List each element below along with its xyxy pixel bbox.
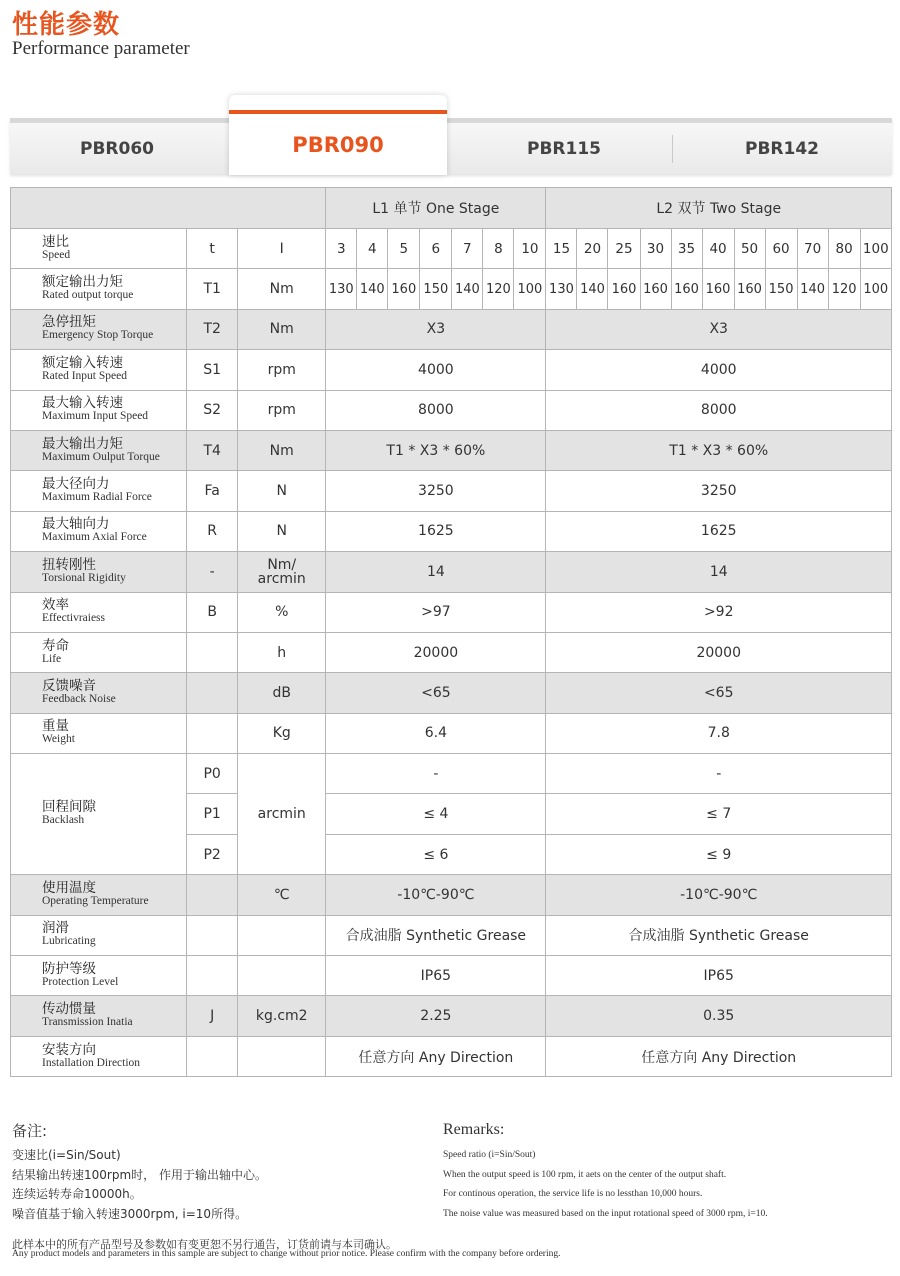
table-cell: 3250 (546, 471, 892, 511)
table-cell: IP65 (326, 956, 546, 996)
table-cell: B (187, 592, 238, 632)
table-row-install (11, 1036, 892, 1076)
table-cell (11, 229, 187, 269)
table-cell: S1 (187, 350, 238, 390)
table-cell: ℃ (238, 875, 326, 915)
table-cell: 任意方向 Any Direction (326, 1036, 546, 1076)
table-row-life (11, 632, 892, 672)
table-cell (11, 390, 187, 430)
table-cell: rpm (238, 350, 326, 390)
text-line: 反馈噪音 (42, 677, 96, 694)
table-cell: T1 * X3 * 60% (546, 430, 892, 470)
table-cell: 60 (765, 229, 797, 269)
model-tabbar (10, 118, 892, 174)
text-line: Maximum Input Speed (42, 410, 149, 423)
table-cell: 120 (828, 269, 860, 309)
table-row-protection (11, 956, 892, 996)
table-cell: arcmin (238, 754, 326, 875)
table-cell: Nm (238, 269, 326, 309)
table-row-efficiency (11, 592, 892, 632)
table-row-max-in (11, 390, 892, 430)
table-cell: dB (238, 673, 326, 713)
table-cell (11, 309, 187, 349)
tab-pbr115[interactable]: PBR115 (527, 138, 601, 159)
table-cell: 7.8 (546, 713, 892, 753)
stage-l1-header: L1 单节 One Stage (326, 188, 546, 229)
text-line: 传动惯量 (42, 1001, 96, 1018)
table-cell: P2 (187, 834, 238, 874)
table-cell: 140 (797, 269, 828, 309)
table-cell (187, 713, 238, 753)
text-line: Torsional Rigidity (42, 571, 126, 584)
table-cell: 20000 (546, 632, 892, 672)
table-row-radial (11, 471, 892, 511)
table-cell: 130 (326, 269, 357, 309)
text-line: 连续运转寿命10000h。 (12, 1187, 142, 1201)
text-line: 扭转刚性 (42, 556, 96, 573)
table-cell: ≤ 4 (326, 794, 546, 834)
table-cell: 8000 (326, 390, 546, 430)
table-cell (11, 875, 187, 915)
table-cell: -10℃-90℃ (326, 875, 546, 915)
table-cell: rpm (238, 390, 326, 430)
table-cell: 35 (671, 229, 702, 269)
table-row-backlash-p0 (11, 754, 892, 794)
table-cell: 0.35 (546, 996, 892, 1036)
table-cell: 20 (577, 229, 608, 269)
text-line: Maximum Radial Force (42, 491, 152, 504)
table-cell (187, 915, 238, 955)
table-cell (11, 188, 326, 229)
table-cell (11, 511, 187, 551)
text-line: 寿命 (42, 637, 69, 654)
table-cell: Nm (238, 430, 326, 470)
table-cell: 15 (546, 229, 577, 269)
table-row-max-torque (11, 430, 892, 470)
remarks-en-title: Remarks: (443, 1121, 505, 1138)
table-cell: N (238, 511, 326, 551)
stage-header-row (11, 188, 892, 229)
table-cell: 100 (860, 229, 891, 269)
text-line: 变速比(i=Sin/Sout) (12, 1148, 121, 1162)
table-cell: ≤ 9 (546, 834, 892, 874)
text-line: Backlash (42, 814, 85, 827)
table-cell: 70 (797, 229, 828, 269)
table-cell: 任意方向 Any Direction (546, 1036, 892, 1076)
table-cell: T4 (187, 430, 238, 470)
table-cell (11, 1036, 187, 1076)
page-subtitle: Performance parameter (12, 38, 190, 59)
table-cell: 150 (765, 269, 797, 309)
table-cell: % (238, 592, 326, 632)
table-cell (11, 996, 187, 1036)
tab-pbr090-active[interactable]: PBR090 (229, 95, 447, 175)
table-cell: 3 (326, 229, 357, 269)
text-line: Protection Level (42, 975, 119, 988)
text-line: Installation Direction (42, 1056, 141, 1069)
table-cell (187, 956, 238, 996)
text-line: The noise value was measured based on the input rotational speed of 3000 rpm, i=10. (443, 1208, 768, 1219)
table-cell: 100 (514, 269, 546, 309)
table-cell: 160 (608, 269, 640, 309)
text-line: 最大输出力矩 (42, 435, 123, 452)
table-cell (187, 875, 238, 915)
remarks-en (443, 1146, 768, 1224)
table-cell: I (238, 229, 326, 269)
table-cell (11, 754, 187, 875)
text-line: Emergency Stop Torque (42, 329, 154, 342)
table-row-in-speed (11, 350, 892, 390)
text-line: 噪音值基于输入转速3000rpm, i=10所得。 (12, 1206, 248, 1221)
table-cell: 160 (671, 269, 702, 309)
table-row-rigidity (11, 552, 892, 592)
table-cell: 6 (420, 229, 452, 269)
table-cell: Nm (238, 309, 326, 349)
table-cell: T1 (187, 269, 238, 309)
table-cell: 80 (828, 229, 860, 269)
table-cell (11, 430, 187, 470)
text-line: Rated output torque (42, 289, 134, 302)
remarks-cn-title: 备注: (12, 1122, 48, 1140)
table-cell (11, 713, 187, 753)
table-cell (11, 673, 187, 713)
remarks-cn (12, 1146, 267, 1224)
table-cell: T1 * X3 * 60% (326, 430, 546, 470)
table-cell: kg.cm2 (238, 996, 326, 1036)
table-row-axial (11, 511, 892, 551)
text-line: 结果输出转速100rpm时， 作用于输出轴中心。 (12, 1167, 267, 1182)
table-cell: t (187, 229, 238, 269)
page-title: 性能参数 (12, 10, 121, 40)
table-row-stop (11, 309, 892, 349)
table-cell: 5 (388, 229, 420, 269)
table-cell: - (546, 754, 892, 794)
table-cell: 130 (546, 269, 577, 309)
table-cell: 160 (702, 269, 734, 309)
table-cell: - (326, 754, 546, 794)
text-line: 效率 (42, 597, 69, 614)
text-line: Feedback Noise (42, 692, 116, 705)
table-cell: 1625 (546, 511, 892, 551)
text-line: 额定输入转速 (42, 354, 123, 371)
table-cell (11, 350, 187, 390)
table-cell: >97 (326, 592, 546, 632)
table-cell (11, 632, 187, 672)
text-line: 润滑 (42, 920, 69, 937)
table-cell: 25 (608, 229, 640, 269)
table-cell: <65 (546, 673, 892, 713)
table-row-torque (11, 269, 892, 309)
table-cell (11, 269, 187, 309)
table-cell: Nm/ arcmin (238, 552, 326, 592)
table-cell: 10 (514, 229, 546, 269)
table-cell: Kg (238, 713, 326, 753)
table-cell: 120 (483, 269, 514, 309)
table-cell (187, 632, 238, 672)
table-cell: 160 (734, 269, 765, 309)
table-row-lubricating (11, 915, 892, 955)
table-cell: 3250 (326, 471, 546, 511)
table-row-inertia (11, 996, 892, 1036)
text-line: 额定输出力矩 (42, 274, 123, 291)
table-cell: 30 (640, 229, 671, 269)
table-cell: 4 (357, 229, 388, 269)
table-cell: 14 (546, 552, 892, 592)
text-line: Effectivraiess (42, 612, 106, 625)
table-cell: J (187, 996, 238, 1036)
table-cell: T2 (187, 309, 238, 349)
table-cell: X3 (546, 309, 892, 349)
table-cell: 14 (326, 552, 546, 592)
table-cell: >92 (546, 592, 892, 632)
text-line: 回程间隙 (42, 799, 96, 816)
table-cell: N (238, 471, 326, 511)
text-line: When the output speed is 100 rpm, it aets on the center of the output shaft. (443, 1169, 727, 1180)
table-cell: 1625 (326, 511, 546, 551)
table-cell: P0 (187, 754, 238, 794)
table-cell: ≤ 6 (326, 834, 546, 874)
footer-note-en: Any product models and parameters in this sample are subject to change without prior notice. Please confirm with the company before ordering. (12, 1249, 561, 1259)
table-cell: 合成油脂 Synthetic Grease (326, 915, 546, 955)
table-cell: 合成油脂 Synthetic Grease (546, 915, 892, 955)
text-line: Operating Temperature (42, 894, 149, 907)
tab-pbr142[interactable]: PBR142 (745, 138, 819, 159)
table-cell: S2 (187, 390, 238, 430)
table-cell: -10℃-90℃ (546, 875, 892, 915)
footer-note-cn: 此样本中的所有产品型号及参数如有变更恕不另行通告，订货前请与本司确认。 (12, 1238, 397, 1251)
table-cell (187, 1036, 238, 1076)
table-cell: 50 (734, 229, 765, 269)
text-line: Weight (42, 733, 75, 746)
table-cell: 100 (860, 269, 891, 309)
text-line: 安装方向 (42, 1041, 96, 1058)
table-cell (11, 592, 187, 632)
table-cell: P1 (187, 794, 238, 834)
table-cell: 160 (388, 269, 420, 309)
text-line: 急停扭矩 (42, 314, 96, 331)
table-cell (187, 673, 238, 713)
table-cell: 2.25 (326, 996, 546, 1036)
text-line: Speed ratio (i=Sin/Sout) (443, 1150, 536, 1160)
table-cell: 140 (357, 269, 388, 309)
table-cell: R (187, 511, 238, 551)
table-cell: <65 (326, 673, 546, 713)
table-cell (238, 956, 326, 996)
text-line: Life (42, 652, 62, 665)
tab-pbr060[interactable]: PBR060 (80, 138, 154, 159)
table-row-speed (11, 229, 892, 269)
table-row-temp (11, 875, 892, 915)
table-cell (11, 915, 187, 955)
text-line: 最大径向力 (42, 476, 110, 493)
table-cell (238, 1036, 326, 1076)
text-line: Lubricating (42, 935, 96, 948)
table-cell: 150 (420, 269, 452, 309)
table-cell: 40 (702, 229, 734, 269)
table-cell: 160 (640, 269, 671, 309)
table-cell: 7 (452, 229, 483, 269)
table-cell (11, 471, 187, 511)
table-cell: IP65 (546, 956, 892, 996)
table-cell: 6.4 (326, 713, 546, 753)
spec-table (10, 187, 892, 1077)
text-line: Maximum Oulput Torque (42, 450, 160, 463)
table-cell (11, 956, 187, 996)
table-cell: 20000 (326, 632, 546, 672)
text-line: Speed (42, 248, 71, 261)
table-row-noise (11, 673, 892, 713)
text-line: 最大轴向力 (42, 516, 110, 533)
table-cell: - (187, 552, 238, 592)
text-line: Transmission Inatia (42, 1016, 133, 1029)
table-cell: h (238, 632, 326, 672)
table-cell: Fa (187, 471, 238, 511)
table-cell: 8 (483, 229, 514, 269)
table-cell: 140 (577, 269, 608, 309)
table-cell: 8000 (546, 390, 892, 430)
table-cell: 4000 (326, 350, 546, 390)
text-line: 重量 (42, 718, 69, 735)
table-cell: 4000 (546, 350, 892, 390)
table-cell (238, 915, 326, 955)
text-line: 防护等级 (42, 960, 96, 977)
text-line: 最大输入转速 (42, 395, 123, 412)
table-cell: ≤ 7 (546, 794, 892, 834)
text-line: 速比 (42, 233, 69, 250)
table-row-weight (11, 713, 892, 753)
text-line: For continous operation, the service life is no lessthan 10,000 hours. (443, 1189, 703, 1199)
text-line: 使用温度 (42, 879, 96, 896)
text-line: Maximum Axial Force (42, 531, 147, 544)
table-cell: 140 (452, 269, 483, 309)
table-cell: X3 (326, 309, 546, 349)
text-line: Rated Input Speed (42, 369, 127, 382)
stage-l2-header: L2 双节 Two Stage (546, 188, 892, 229)
table-cell (11, 552, 187, 592)
